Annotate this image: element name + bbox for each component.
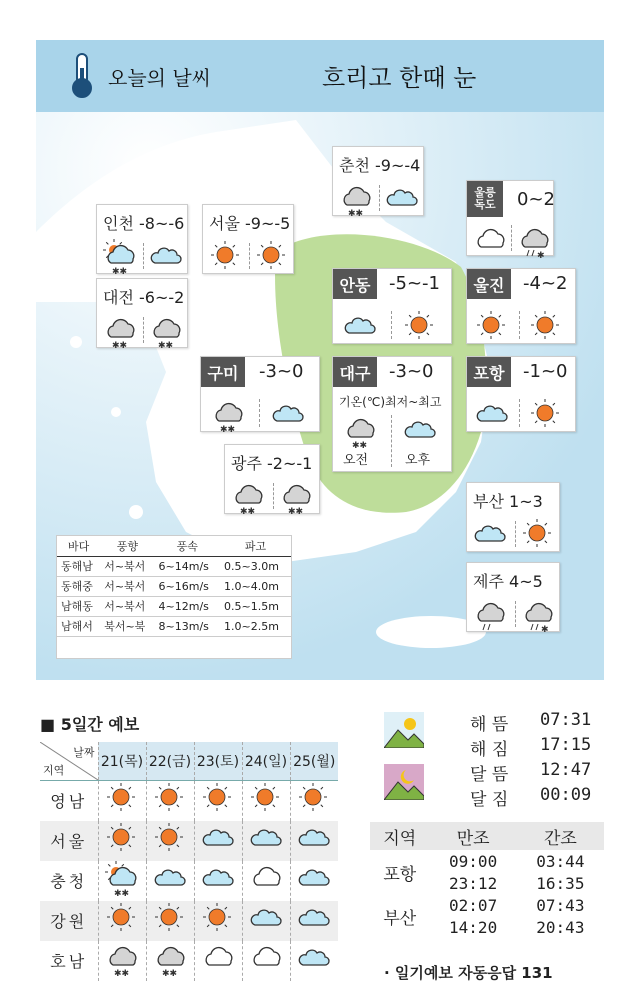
- cloud-icon: [242, 821, 290, 861]
- card-divider: [143, 243, 144, 269]
- overcast-icon: [473, 223, 507, 263]
- cloud-snow-icon: [279, 479, 313, 515]
- sunset-time: 17:15: [540, 735, 592, 755]
- sun-icon: [529, 397, 563, 433]
- cloud-icon: [343, 309, 377, 349]
- city-card-incheon: [96, 204, 188, 274]
- city-card-pohang: [466, 356, 576, 432]
- overcast-icon: [249, 941, 283, 977]
- svg-text:✱✱: ✱✱: [158, 341, 174, 349]
- moonset-label: 달 짐: [470, 790, 509, 810]
- tide-region: 포항: [383, 864, 417, 885]
- overcast-icon: [473, 223, 507, 259]
- cloud-icon: [194, 861, 242, 901]
- cloud-icon: [473, 517, 507, 553]
- date-header: 24(일): [242, 742, 290, 780]
- sunrise-time: 07:31: [540, 710, 592, 730]
- svg-text:✱✱: ✱✱: [112, 341, 128, 349]
- card-divider: [143, 317, 144, 343]
- cloud-icon: [271, 397, 305, 437]
- cloud-icon: [249, 901, 283, 937]
- city-temp: -9~-4: [375, 156, 421, 175]
- card-divider: [391, 311, 392, 339]
- sun-icon: [249, 781, 283, 817]
- cloud-snow-icon: [211, 397, 245, 433]
- sun-icon: [146, 780, 194, 821]
- table-row: 남해서 북서~북 8~13m/s 1.0~2.5m: [57, 616, 291, 636]
- region-label: 서울: [40, 821, 98, 861]
- cloud-icon: [403, 413, 437, 453]
- cloud-icon: [201, 821, 235, 857]
- cloud-icon: [343, 309, 377, 345]
- svg-text:✱: ✱: [537, 251, 545, 259]
- svg-text:✱✱: ✱✱: [114, 888, 130, 897]
- city-temp: -3~0: [259, 361, 304, 382]
- thermometer-icon: [68, 52, 96, 100]
- legend-pm-label: 오후: [405, 453, 431, 468]
- city-temp: -2~-1: [267, 454, 313, 473]
- sun-icon: [403, 309, 437, 349]
- sun-icon: [98, 780, 146, 821]
- card-divider: [379, 185, 380, 211]
- rain-snow-icon: [521, 597, 555, 637]
- card-divider: [249, 243, 250, 269]
- cloud-snow-icon: [105, 941, 139, 977]
- sun-icon: [521, 517, 555, 557]
- tide-table: [370, 822, 604, 938]
- tide-region: 부산: [383, 908, 417, 929]
- svg-text:✱: ✱: [541, 625, 549, 633]
- svg-text:✱✱: ✱✱: [352, 441, 368, 449]
- rain-icon: [473, 597, 507, 637]
- city-card-andong: [332, 268, 452, 344]
- cloud-snow-icon: [149, 313, 183, 353]
- moonset-time: 00:09: [540, 785, 592, 805]
- partly-cloudy-snow-icon: [103, 239, 137, 279]
- city-name: 대구: [333, 357, 377, 387]
- moonrise-icon: [384, 764, 424, 800]
- sun-icon: [521, 517, 555, 553]
- sun-icon: [105, 821, 139, 857]
- cloud-snow-icon: [149, 313, 183, 349]
- city-name: 울진: [467, 269, 511, 299]
- sun-icon: [403, 309, 437, 345]
- cloud-snow-icon: [343, 413, 377, 453]
- cloud-icon: [271, 397, 305, 433]
- city-name: 인천: [103, 214, 134, 233]
- cloud-icon: [201, 861, 235, 897]
- sun-icon: [255, 239, 289, 275]
- overcast-icon: [201, 941, 235, 977]
- table-row: [40, 821, 338, 861]
- rain-icon: [473, 597, 507, 633]
- city-name: 서울: [209, 214, 240, 233]
- sun-icon: [290, 780, 338, 821]
- city-name: 제주: [473, 572, 504, 591]
- overcast-icon: [242, 861, 290, 901]
- cloud-icon: [290, 941, 338, 981]
- date-header: 23(토): [194, 742, 242, 780]
- card-divider: [519, 311, 520, 339]
- sun-icon: [242, 780, 290, 821]
- moonrise-time: 12:47: [540, 760, 592, 780]
- overcast-icon: [242, 941, 290, 981]
- sun-icon: [475, 309, 509, 349]
- cloud-snow-icon: [103, 313, 137, 353]
- cloud-snow-icon: [231, 479, 265, 519]
- cloud-icon: [249, 821, 283, 857]
- cloud-icon: [290, 861, 338, 901]
- city-temp: -4~2: [523, 273, 568, 294]
- cloud-icon: [149, 239, 183, 279]
- svg-text:✱✱: ✱✱: [162, 968, 178, 977]
- sea-header: 풍향: [100, 536, 154, 556]
- city-card-uljin: [466, 268, 576, 344]
- city-card-gumi: [200, 356, 320, 432]
- corner-cell: 날짜 지역: [40, 742, 98, 780]
- date-header: 22(금): [146, 742, 194, 780]
- legend-am-label: 오전: [343, 453, 369, 468]
- sun-icon: [209, 239, 243, 275]
- overcast-icon: [249, 861, 283, 897]
- sun-icon: [209, 239, 243, 279]
- table-row: [40, 941, 338, 981]
- sun-icon: [255, 239, 289, 279]
- card-divider: [515, 521, 516, 547]
- five-day-forecast-table: [40, 742, 338, 981]
- svg-text:✱✱: ✱✱: [112, 267, 128, 275]
- city-temp: -1~0: [523, 361, 568, 382]
- table-row: 부산 02:07 07:43: [370, 894, 604, 916]
- date-header: 21(목): [98, 742, 146, 780]
- city-temp: 1~3: [509, 492, 543, 511]
- sun-icon: [153, 821, 187, 857]
- weather-summary: 흐리고 한때 눈: [322, 64, 477, 92]
- cloud-snow-icon: [231, 479, 265, 515]
- sun-icon: [529, 309, 563, 345]
- table-row: [40, 861, 338, 901]
- city-name: 부산: [473, 492, 504, 511]
- sun-icon: [529, 309, 563, 349]
- partly-cloudy-snow-icon: [98, 861, 146, 901]
- sun-icon: [146, 821, 194, 861]
- city-card-gwangju: [224, 444, 320, 514]
- region-label: 강원: [40, 901, 98, 941]
- sunrise-label: 해 뜸: [470, 715, 509, 735]
- cloud-snow-icon: [343, 413, 377, 449]
- cloud-icon: [475, 397, 509, 433]
- cloud-icon: [385, 181, 419, 221]
- svg-text:✱✱: ✱✱: [220, 425, 236, 433]
- city-card-ulleung-dokdo: [466, 180, 555, 259]
- svg-text:✱✱: ✱✱: [114, 968, 130, 977]
- table-row: 14:20 20:43: [449, 917, 585, 937]
- cloud-icon: [146, 861, 194, 901]
- card-divider: [273, 483, 274, 509]
- city-card-seoul: [202, 204, 294, 274]
- sun-icon: [98, 901, 146, 941]
- cloud-icon: [290, 901, 338, 941]
- table-row: 남해동 서~북서 4~12m/s 0.5~1.5m: [57, 596, 291, 616]
- partly-cloudy-snow-icon: [103, 239, 137, 275]
- sun-icon: [105, 901, 139, 937]
- city-name: 춘천: [339, 156, 370, 175]
- forecast-title: ■ 5일간 예보: [40, 715, 140, 734]
- table-row: 포항 09:00 03:44: [370, 850, 604, 872]
- city-card-daejeon: [96, 278, 188, 348]
- partly-cloudy-snow-icon: [105, 861, 139, 897]
- map-header: [36, 40, 604, 112]
- city-temp: -8~-6: [139, 214, 185, 233]
- region-label: 호남: [40, 941, 98, 981]
- sun-icon: [98, 821, 146, 861]
- rain-snow-icon: [521, 597, 555, 633]
- cloud-snow-icon: [146, 941, 194, 981]
- cloud-icon: [297, 941, 331, 977]
- sea-conditions-table: [56, 535, 292, 659]
- table-row: 동해중 서~북서 6~16m/s 1.0~4.0m: [57, 576, 291, 596]
- sun-icon: [194, 901, 242, 941]
- city-name: 울릉 독도: [467, 181, 503, 217]
- sea-header: 바다: [57, 536, 100, 556]
- sun-icon: [194, 780, 242, 821]
- cloud-icon: [473, 517, 507, 557]
- svg-text:✱✱: ✱✱: [288, 507, 304, 515]
- cloud-snow-icon: [103, 313, 137, 349]
- cloud-icon: [149, 239, 183, 275]
- city-temp: -9~-5: [245, 214, 291, 233]
- svg-text:✱✱: ✱✱: [348, 209, 364, 217]
- city-temp: -3~0: [389, 361, 434, 382]
- phone-forecast-note: · 일기예보 자동응답 131: [384, 964, 553, 982]
- weather-map: [36, 40, 604, 680]
- cloud-icon: [297, 861, 331, 897]
- city-name: 광주: [231, 454, 262, 473]
- tide-header: 만조: [430, 822, 517, 850]
- city-name: 포항: [467, 357, 511, 387]
- rain-snow-icon: [517, 223, 551, 259]
- cloud-icon: [194, 821, 242, 861]
- cloud-icon: [242, 901, 290, 941]
- overcast-icon: [194, 941, 242, 981]
- card-divider: [519, 399, 520, 427]
- cloud-snow-icon: [211, 397, 245, 437]
- card-divider: [511, 225, 512, 251]
- moonrise-label: 달 뜸: [470, 765, 509, 785]
- cloud-snow-icon: [339, 181, 373, 221]
- cloud-snow-icon: [98, 941, 146, 981]
- region-label: 영남: [40, 780, 98, 821]
- page-title: 오늘의 날씨: [108, 66, 211, 90]
- sun-icon: [105, 781, 139, 817]
- city-card-daegu: [332, 356, 452, 472]
- sun-icon: [297, 781, 331, 817]
- region-label: 충청: [40, 861, 98, 901]
- card-divider: [259, 399, 260, 427]
- sea-header: 파고: [220, 536, 291, 556]
- cloud-icon: [153, 861, 187, 897]
- city-temp: -6~-2: [139, 288, 185, 307]
- sun-icon: [153, 781, 187, 817]
- sun-icon: [529, 397, 563, 437]
- rain-snow-icon: [517, 223, 551, 263]
- tide-header: 간조: [517, 822, 604, 850]
- card-divider: [391, 415, 392, 467]
- cloud-icon: [297, 821, 331, 857]
- cloud-icon: [403, 413, 437, 449]
- table-row: [40, 901, 338, 941]
- svg-text:✱✱: ✱✱: [240, 507, 256, 515]
- legend-temp-label: 기온(℃)최저~최고: [339, 395, 442, 409]
- cloud-snow-icon: [153, 941, 187, 977]
- city-name: 구미: [201, 357, 245, 387]
- cloud-icon: [297, 901, 331, 937]
- city-name: 안동: [333, 269, 377, 299]
- table-row: 동해남 서~북서 6~14m/s 0.5~3.0m: [57, 556, 291, 576]
- tide-header: 지역: [370, 822, 430, 850]
- sunset-label: 해 짐: [470, 740, 509, 760]
- sunrise-icon: [384, 712, 424, 748]
- city-temp: -5~-1: [389, 273, 440, 294]
- cloud-icon: [385, 181, 419, 217]
- city-card-chuncheon: [332, 146, 424, 216]
- cloud-snow-icon: [279, 479, 313, 519]
- card-divider: [515, 601, 516, 627]
- sun-icon: [146, 901, 194, 941]
- city-temp: 0~2: [517, 189, 555, 210]
- sun-icon: [201, 781, 235, 817]
- table-row: [40, 780, 338, 821]
- city-name: 대전: [103, 288, 134, 307]
- city-card-jeju: [466, 562, 560, 632]
- city-temp: 4~5: [509, 572, 543, 591]
- table-row: 23:12 16:35: [449, 873, 585, 893]
- sea-header: 풍속: [155, 536, 220, 556]
- cloud-snow-icon: [339, 181, 373, 217]
- sun-icon: [475, 309, 509, 345]
- city-card-busan: [466, 482, 560, 552]
- date-header: 25(월): [290, 742, 338, 780]
- sun-icon: [153, 901, 187, 937]
- cloud-icon: [290, 821, 338, 861]
- cloud-icon: [475, 397, 509, 437]
- sun-icon: [201, 901, 235, 937]
